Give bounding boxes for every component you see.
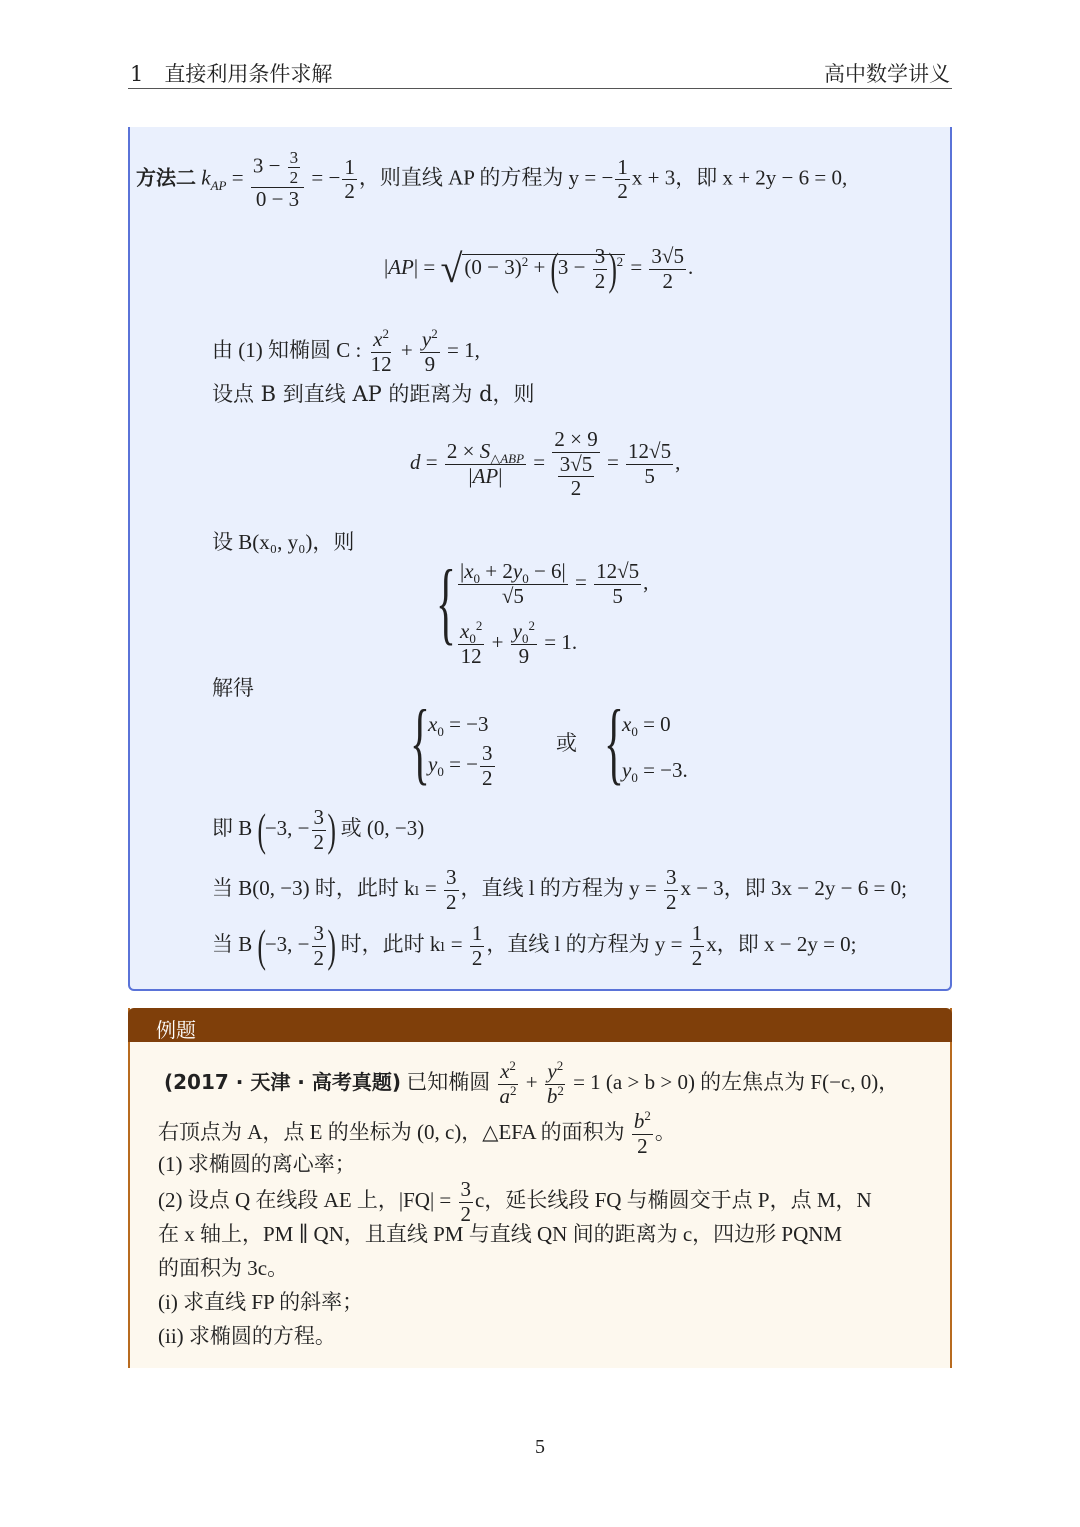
b-points-line: 即 B (−3, − $\frac{3}{2}$ ) 或 (0, −3) bbox=[212, 804, 425, 856]
question-2-ii: (ii) 求椭圆的方程。 bbox=[158, 1324, 336, 1348]
case1-text-b: ，直线 l 的方程为 y = bbox=[460, 875, 657, 900]
solution1-brace: { bbox=[410, 691, 430, 793]
case1-text-c: x − 3，即 3x − 2y − 6 = 0; bbox=[680, 875, 907, 900]
question-2-line3: 的面积为 3c。 bbox=[158, 1256, 289, 1280]
solution2-x: $x_0 = 0$ bbox=[622, 712, 671, 740]
question-2-i: (i) 求直线 FP 的斜率； bbox=[158, 1290, 364, 1314]
system-eq2: $\frac{x_0^2}{12}$ + $\frac{y_0^2}{9}$ = 1. bbox=[460, 618, 578, 668]
case2-text-b: 时，此时 kₗ = bbox=[340, 931, 463, 956]
q2-text-a: (2) 设点 Q 在线段 AE 上，|FQ| = bbox=[158, 1187, 452, 1212]
example-text-l1a: 已知椭圆 bbox=[406, 1069, 491, 1094]
case2-text-d: x，即 x − 2y = 0; bbox=[706, 931, 857, 956]
solution2-brace: { bbox=[604, 691, 624, 793]
case2-text-c: ，直线 l 的方程为 y = bbox=[486, 931, 683, 956]
method2-text2: x + 3，即 x + 2y − 6 = 0, bbox=[631, 165, 848, 190]
example-line1: (2017 · 天津 · 高考真题) 已知椭圆 $\frac{x^2}{a^2}$ + $\frac{y^2}{b^2}$ = 1 (a > b > 0) 的左焦点为 F(−c, 0)， bbox=[164, 1058, 900, 1108]
ap-length-eq: $|AP| = √(0 - 3)^2 + (3$ − $\frac{3}{2}$ )$^2$ = $\frac{3√5}{2}$ . bbox=[384, 243, 694, 295]
header-chapter: 1 直接利用条件求解 bbox=[130, 62, 333, 86]
case2-text-a: 当 B bbox=[212, 931, 253, 956]
example-text-l2end: 。 bbox=[654, 1119, 676, 1144]
distance-intro: 设点 B 到直线 AP 的距离为 d，则 bbox=[212, 382, 535, 406]
case2-line: 当 B (−3, − $\frac{3}{2}$ ) 时，此时 kₗ = $\frac{1}{2}$ ，直线 l 的方程为 y = $\frac{1}{2}$ x，即 x − 2y = 0; bbox=[212, 920, 857, 972]
ellipse-intro: 由 (1) 知椭圆 C : bbox=[212, 337, 362, 362]
distance-eq: d = $\frac{2 \times S_{\triangle ABP}}{|AP|}$ = $\frac{2 \times 9}{\frac{3√5}{2}}$ = $\frac{12√5}{5}$ , bbox=[410, 427, 681, 501]
question-2-line2: 在 x 轴上，PM ∥ QN，且直线 PM 与直线 QN 间的距离为 c，四边形 PQNM bbox=[158, 1222, 843, 1246]
system-brace: { bbox=[436, 551, 456, 653]
example-text-l1b: = 1 (a > b > 0) 的左焦点为 F(−c, 0)， bbox=[573, 1069, 900, 1094]
set-b-line: 设 B(x₀, y₀)，则 bbox=[212, 530, 355, 554]
solution2-y: $y_0 = -3$. bbox=[622, 758, 688, 786]
method2-text1: ，则直线 AP 的方程为 y = − bbox=[358, 165, 614, 190]
solution1-x: $x_0 = -3$ bbox=[428, 712, 489, 740]
slope-frac: 3 − $\frac{3}{2}$ 0 − 3 bbox=[251, 148, 304, 212]
b-or-text: 或 (0, −3) bbox=[340, 815, 425, 840]
page-number: 5 bbox=[535, 1436, 545, 1458]
or-label: 或 bbox=[556, 731, 577, 755]
system-eq1: $\frac{|x_0 + 2y_0 - 6|}{√5}$ = $\frac{12√5}{5}$ , bbox=[460, 559, 649, 608]
case1-line: 当 B(0, −3) 时，此时 kₗ = $\frac{3}{2}$ ，直线 l 的方程为 y = $\frac{3}{2}$ x − 3，即 3x − 2y − 6 = 0; bbox=[212, 865, 907, 914]
q2-text-b: c，延长线段 FQ 与椭圆交于点 P，点 M，N bbox=[475, 1187, 872, 1212]
question-2-line1: (2) 设点 Q 在线段 AE 上，|FQ| = $\frac{3}{2}$ c，延长线段 FQ 与椭圆交于点 P，点 M，N bbox=[158, 1177, 872, 1226]
header-rule bbox=[128, 88, 952, 89]
question-1: (1) 求椭圆的离心率； bbox=[158, 1152, 356, 1176]
method2-line: 方法二 $k_{AP}$ = 3 − $\frac{3}{2}$ 0 − 3 = − $\frac{1}{2}$ ，则直线 AP 的方程为 y = − $\frac{1}{2}$ x + 3，即 x + 2y − 6 = 0, bbox=[136, 148, 848, 212]
example-text-l2: 右顶点为 A，点 E 的坐标为 (0, c)，△EFA 的面积为 bbox=[158, 1119, 625, 1144]
method2-label: 方法二 bbox=[136, 165, 196, 190]
case1-text-a: 当 B(0, −3) 时，此时 kₗ = bbox=[212, 875, 437, 900]
example-line2: 右顶点为 A，点 E 的坐标为 (0, c)，△EFA 的面积为 $\frac{b^2}{2}$ 。 bbox=[158, 1108, 676, 1158]
solution1-y: $y_0$ = − $\frac{3}{2}$ bbox=[428, 741, 493, 790]
ellipse-line: 由 (1) 知椭圆 C : $\frac{x^2}{12}$ + $\frac{y^2}{9}$ = 1, bbox=[212, 326, 480, 376]
example-source: (2017 · 天津 · 高考真题) bbox=[164, 1069, 401, 1094]
header-book-title: 高中数学讲义 bbox=[824, 62, 950, 86]
b-line-label: 即 B bbox=[212, 815, 253, 840]
solve-label: 解得 bbox=[212, 676, 254, 700]
example-title: 例题 bbox=[128, 1008, 952, 1042]
